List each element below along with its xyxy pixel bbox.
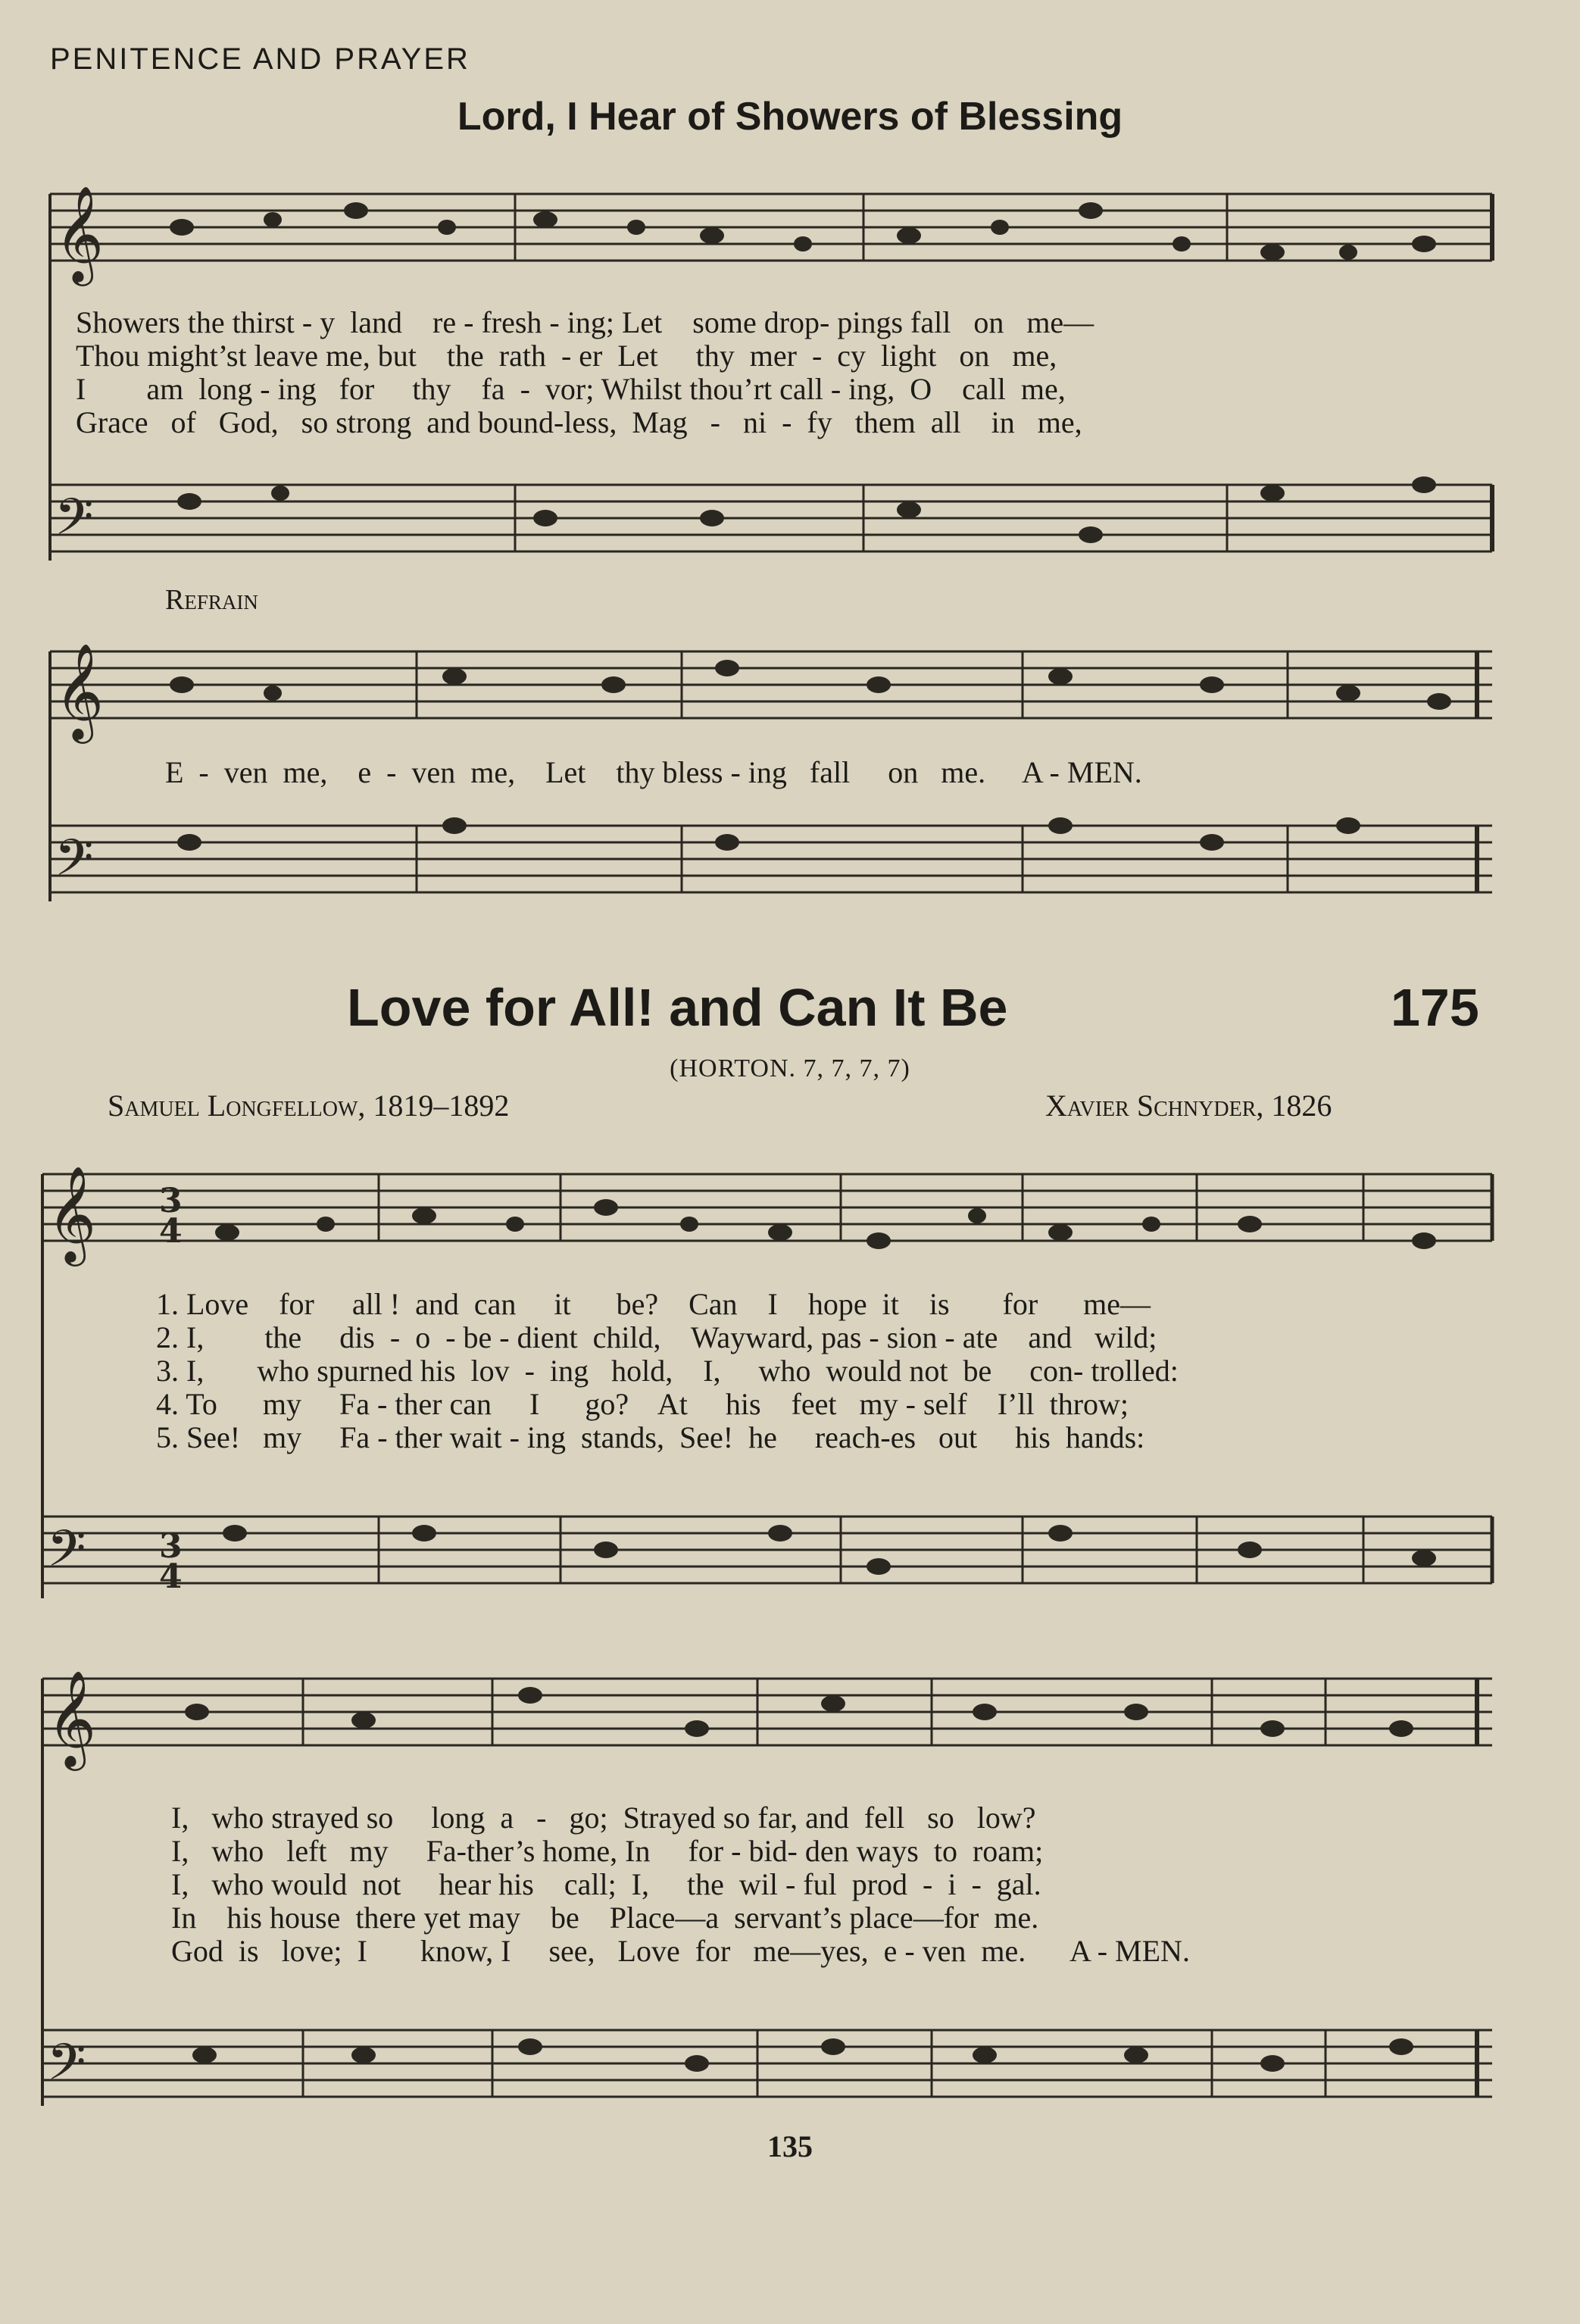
treble-clef-icon: 𝄞: [47, 1670, 97, 1766]
bass-staff: [50, 826, 1492, 892]
verse-line: 5. See! my Fa - ther wait - ing stands, See! he reach-es out his hands:: [156, 1420, 1145, 1454]
bass-clef-icon: 𝄢: [47, 2033, 86, 2104]
verse-line: I, who would not hear his call; I, the wil - ful prod - i - gal.: [171, 1867, 1041, 1901]
bass-clef-icon: 𝄢: [55, 488, 94, 558]
time-signature: 4: [159, 1557, 183, 1596]
verse-line: 1. Love for all ! and can it be? Can I hope it is for me—: [156, 1287, 1151, 1321]
verse-line: God is love; I know, I see, Love for me—yes, e - ven me. A - MEN.: [171, 1934, 1190, 1968]
treble-staff: [42, 1174, 1492, 1241]
tune-name: (HORTON. 7, 7, 7, 7): [670, 1054, 910, 1082]
hymn1-staff-system: [0, 0, 1580, 939]
bass-clef-icon: 𝄢: [55, 829, 94, 899]
verse-line: In his house there yet may be Place—a servant’s place—for me.: [171, 1901, 1039, 1935]
treble-clef-icon: 𝄞: [55, 642, 105, 739]
hymn-number: 175: [1391, 978, 1479, 1037]
section-label: PENITENCE AND PRAYER: [50, 42, 470, 76]
author-credit: Samuel Longfellow, 1819–1892: [108, 1089, 510, 1123]
time-signature: 3: [159, 1527, 183, 1566]
hymn2-staff-system: [0, 1136, 1580, 2121]
time-signature: 4: [159, 1212, 183, 1251]
verse-line: 4. To my Fa - ther can I go? At his feet my - self I’ll throw;: [156, 1387, 1129, 1421]
time-signature: 3: [159, 1182, 183, 1220]
treble-staff: [50, 651, 1492, 718]
refrain-label: Refrain: [165, 584, 258, 616]
bass-staff: [42, 1517, 1492, 1583]
hymn-title: Love for All! and Can It Be: [347, 978, 1008, 1037]
treble-clef-icon: 𝄞: [55, 185, 105, 282]
refrain-lyric: E - ven me, e - ven me, Let thy bless - ing fall on me. A - MEN.: [165, 755, 1142, 789]
verse-line: Thou might’st leave me, but the rath - er Let thy mer - cy light on me,: [76, 339, 1057, 373]
verse-line: I, who strayed so long a - go; Strayed so far, and fell so low?: [171, 1801, 1036, 1835]
treble-clef-icon: 𝄞: [47, 1165, 97, 1262]
verse-line: Grace of God, so strong and bound-less, Mag - ni - fy them all in me,: [76, 405, 1082, 439]
bass-clef-icon: 𝄢: [47, 1520, 86, 1590]
hymn-title: Lord, I Hear of Showers of Blessing: [457, 95, 1123, 139]
verse-line: I am long - ing for thy fa - vor; Whilst thou’rt call - ing, O call me,: [76, 372, 1066, 406]
verse-line: 2. I, the dis - o - be - dient child, Wayward, pas - sion - ate and wild;: [156, 1320, 1157, 1354]
verse-line: I, who left my Fa-ther’s home, In for - bid- den ways to roam;: [171, 1834, 1044, 1868]
verse-line: 3. I, who spurned his lov - ing hold, I, who would not be con- trolled:: [156, 1354, 1179, 1388]
page-number: 135: [767, 2129, 813, 2163]
composer-credit: Xavier Schnyder, 1826: [1045, 1089, 1332, 1123]
verse-line: Showers the thirst - y land re - fresh - ing; Let some drop- pings fall on me—: [76, 305, 1094, 339]
